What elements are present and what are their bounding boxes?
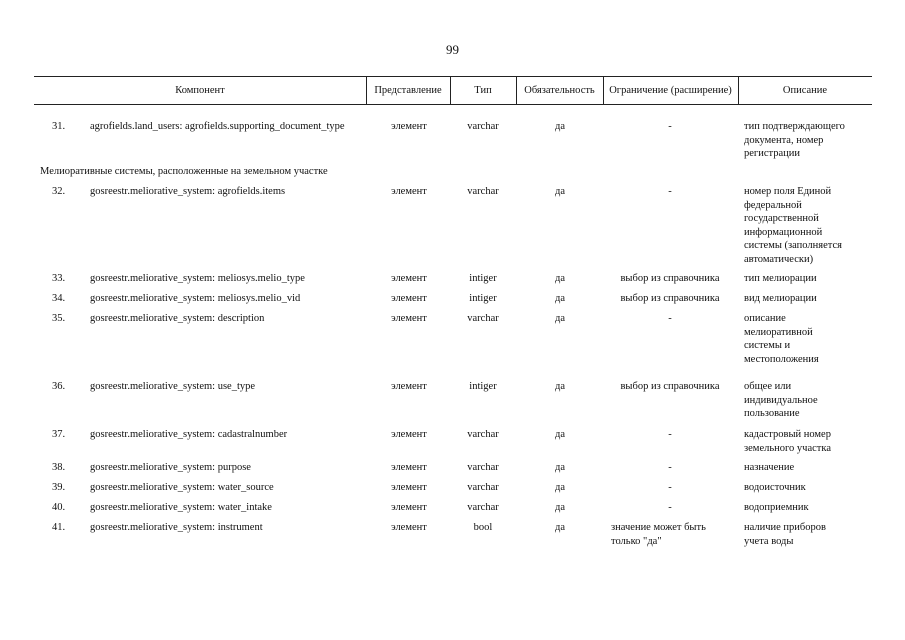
row-number: 37. bbox=[52, 429, 66, 440]
row-representation: элемент bbox=[391, 293, 427, 304]
row-mandatory: да bbox=[554, 522, 565, 533]
row-representation: элемент bbox=[391, 121, 427, 132]
row-description: водоисточник bbox=[744, 482, 806, 493]
row-type: varchar bbox=[467, 502, 499, 513]
row-representation: элемент bbox=[391, 462, 427, 473]
row-type: varchar bbox=[467, 313, 499, 324]
row-restriction: - bbox=[668, 482, 672, 493]
row-number: 36. bbox=[52, 381, 66, 392]
row-description: описание мелиоративной системы и местоположения bbox=[744, 313, 819, 365]
row-description: номер поля Единой федеральной государственной информационной системы (заполняется автоматически) bbox=[744, 186, 842, 265]
header-type: Тип bbox=[474, 85, 492, 96]
row-component: gosreestr.meliorative_system: use_type bbox=[90, 381, 256, 392]
header-description: Описание bbox=[782, 85, 828, 96]
row-mandatory: да bbox=[554, 381, 565, 392]
row-number: 35. bbox=[52, 313, 66, 324]
section-title: Мелиоративные системы, расположенные на земельном участке bbox=[40, 166, 328, 177]
row-restriction: - bbox=[668, 313, 672, 324]
header-component: Компонент bbox=[175, 85, 225, 96]
row-number: 38. bbox=[52, 462, 66, 473]
row-description: наличие приборов учета воды bbox=[744, 522, 826, 547]
row-number: 40. bbox=[52, 502, 66, 513]
row-component: gosreestr.meliorative_system: agrofields.items bbox=[90, 186, 286, 197]
row-restriction: - bbox=[668, 502, 672, 513]
header-restriction: Ограничение (расширение) bbox=[609, 85, 732, 96]
row-representation: элемент bbox=[391, 313, 427, 324]
table-top-rule bbox=[34, 76, 872, 77]
row-number: 33. bbox=[52, 273, 66, 284]
row-number: 32. bbox=[52, 186, 66, 197]
row-restriction: - bbox=[668, 121, 672, 132]
row-representation: элемент bbox=[391, 482, 427, 493]
row-mandatory: да bbox=[554, 186, 565, 197]
row-component: agrofields.land_users: agrofields.supporting_document_type bbox=[90, 121, 345, 132]
row-representation: элемент bbox=[391, 381, 427, 392]
row-mandatory: да bbox=[554, 313, 565, 324]
row-description: вид мелиорации bbox=[744, 293, 817, 304]
row-mandatory: да bbox=[554, 121, 565, 132]
row-restriction: - bbox=[668, 429, 672, 440]
row-mandatory: да bbox=[554, 462, 565, 473]
row-number: 31. bbox=[52, 121, 66, 132]
row-component: gosreestr.meliorative_system: water_source bbox=[90, 482, 274, 493]
row-mandatory: да bbox=[554, 502, 565, 513]
row-representation: элемент bbox=[391, 273, 427, 284]
row-type: varchar bbox=[467, 429, 499, 440]
row-type: varchar bbox=[467, 121, 499, 132]
row-mandatory: да bbox=[554, 429, 565, 440]
row-component: gosreestr.meliorative_system: cadastralnumber bbox=[90, 429, 288, 440]
row-restriction: выбор из справочника bbox=[620, 273, 720, 284]
row-restriction: - bbox=[668, 186, 672, 197]
table-header-rule bbox=[34, 104, 872, 105]
row-component: gosreestr.meliorative_system: description bbox=[90, 313, 265, 324]
row-representation: элемент bbox=[391, 522, 427, 533]
row-number: 39. bbox=[52, 482, 66, 493]
header-representation: Представление bbox=[374, 85, 442, 96]
page-number: 99 bbox=[446, 42, 459, 57]
row-representation: элемент bbox=[391, 502, 427, 513]
row-type: varchar bbox=[467, 462, 499, 473]
row-restriction: выбор из справочника bbox=[620, 293, 720, 304]
row-representation: элемент bbox=[391, 429, 427, 440]
row-restriction: значение может быть только "да" bbox=[611, 522, 706, 547]
row-component: gosreestr.meliorative_system: water_intake bbox=[90, 502, 272, 513]
row-mandatory: да bbox=[554, 482, 565, 493]
row-type: intiger bbox=[469, 381, 497, 392]
row-component: gosreestr.meliorative_system: meliosys.melio_type bbox=[90, 273, 305, 284]
row-component: gosreestr.meliorative_system: meliosys.melio_vid bbox=[90, 293, 301, 304]
row-representation: элемент bbox=[391, 186, 427, 197]
row-component: gosreestr.meliorative_system: purpose bbox=[90, 462, 251, 473]
row-type: intiger bbox=[469, 273, 497, 284]
row-number: 41. bbox=[52, 522, 66, 533]
row-type: varchar bbox=[467, 482, 499, 493]
row-description: тип мелиорации bbox=[744, 273, 817, 284]
row-description: общее или индивидуальное пользование bbox=[744, 381, 818, 419]
row-restriction: - bbox=[668, 462, 672, 473]
row-restriction: выбор из справочника bbox=[620, 381, 720, 392]
row-description: тип подтверждающего документа, номер регистрации bbox=[744, 121, 845, 159]
row-mandatory: да bbox=[554, 273, 565, 284]
row-description: назначение bbox=[744, 462, 795, 473]
row-description: водоприемник bbox=[744, 502, 809, 513]
row-mandatory: да bbox=[554, 293, 565, 304]
row-type: varchar bbox=[467, 186, 499, 197]
row-component: gosreestr.meliorative_system: instrument bbox=[90, 522, 263, 533]
row-type: intiger bbox=[469, 293, 497, 304]
header-mandatory: Обязательность bbox=[524, 85, 595, 96]
row-description: кадастровый номер земельного участка bbox=[744, 429, 831, 454]
row-number: 34. bbox=[52, 293, 66, 304]
row-type: bool bbox=[473, 522, 493, 533]
